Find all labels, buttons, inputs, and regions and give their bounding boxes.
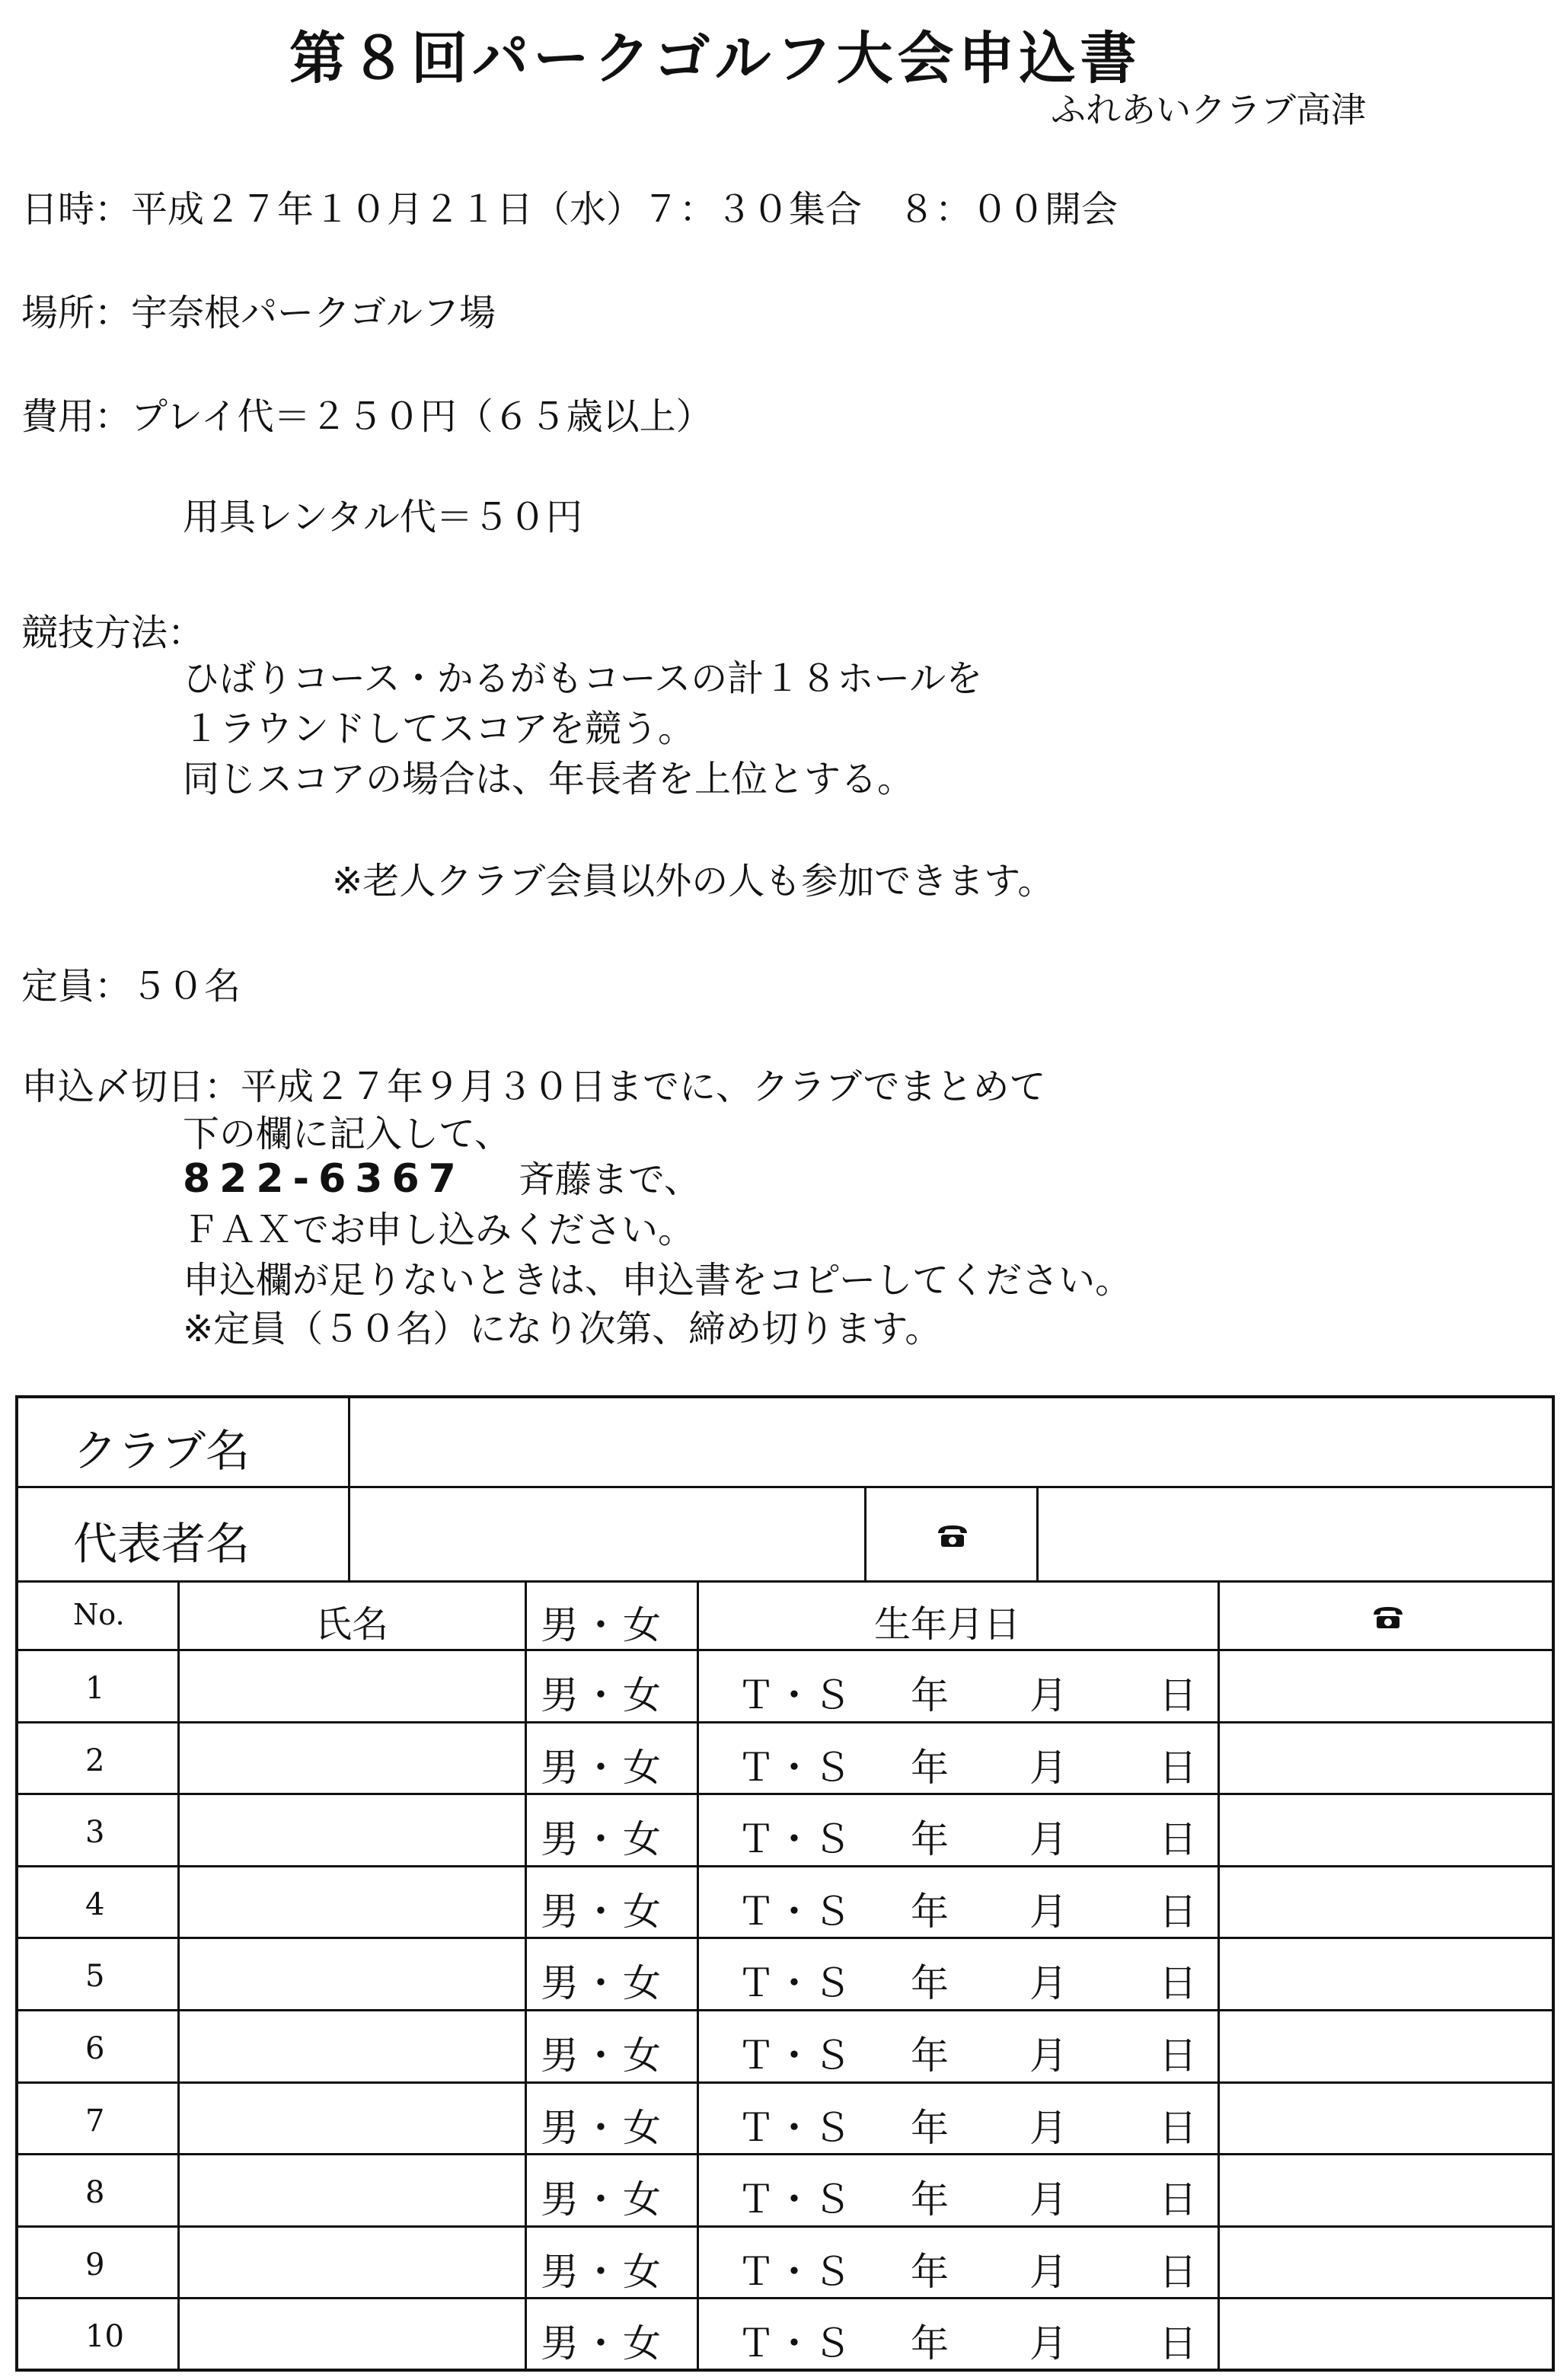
row-name-field[interactable] [180,1867,527,1940]
row-phone-field[interactable] [1220,1724,1555,1796]
row-day-unit: 日 [1159,2321,1197,2366]
fax-recipient: 斉藤まで、 [518,1158,701,1201]
row-month-unit: 月 [1029,2321,1068,2366]
row-phone-field[interactable] [1220,1867,1555,1940]
row-gender-cell[interactable] [527,1867,699,1940]
header-birth: 生年月日 [874,1603,1021,1646]
row-gender-cell[interactable] [527,1939,699,2011]
header-no-cell [18,1583,180,1651]
row-year-unit: 年 [911,1961,949,2006]
page-title: 第８回パークゴルフ大会申込書 [289,26,1141,91]
row-era: Ｔ・Ｓ [737,1817,851,1862]
row-year-unit: 年 [911,2105,949,2150]
row-gender-options: 男・女 [541,2249,664,2294]
header-name-cell [180,1583,527,1651]
header-gender: 男・女 [541,1603,664,1647]
header-name: 氏名 [315,1603,389,1646]
header-no: No. [73,1598,125,1631]
deadline-line-2: ＦＡＸでお申し込みください。 [183,1209,695,1251]
fax-line [183,1150,701,1203]
row-number: 1 [85,1671,105,1706]
row-gender-cell[interactable] [527,2155,699,2228]
rep-label-cell [18,1488,350,1583]
row-no-cell [18,2228,180,2300]
row-no-cell [18,2155,180,2228]
row-month-unit: 月 [1029,2033,1068,2078]
row-month-unit: 月 [1029,2105,1068,2150]
row-era: Ｔ・Ｓ [737,1673,851,1717]
fee-play: 費用：プレイ代＝２５０円（６５歳以上） [21,395,713,438]
rep-name-field[interactable] [350,1488,866,1583]
row-birth-cell[interactable] [699,2155,1220,2228]
row-year-unit: 年 [911,2249,949,2294]
capacity: 定員：５０名 [21,965,241,1008]
method-line-3: 同じスコアの場合は、年長者を上位とする。 [183,758,914,800]
row-no-cell [18,1724,180,1796]
row-year-unit: 年 [911,2177,949,2222]
rep-label: 代表者名 [73,1518,251,1570]
row-phone-field[interactable] [1220,2299,1555,2372]
row-gender-options: 男・女 [541,1745,664,1790]
row-birth-cell[interactable] [699,2228,1220,2300]
row-phone-field[interactable] [1220,1651,1555,1724]
row-birth-cell[interactable] [699,2084,1220,2156]
row-name-field[interactable] [180,1939,527,2011]
row-month-unit: 月 [1029,1889,1068,1934]
row-gender-cell[interactable] [527,1795,699,1867]
row-gender-cell[interactable] [527,2084,699,2156]
row-name-field[interactable] [180,1724,527,1796]
row-birth-cell[interactable] [699,2011,1220,2084]
row-gender-options: 男・女 [541,1817,664,1862]
row-gender-options: 男・女 [541,2033,664,2078]
row-phone-field[interactable] [1220,2084,1555,2156]
rep-phone-label-cell [866,1488,1039,1583]
row-month-unit: 月 [1029,1745,1068,1790]
deadline-line-1: 下の欄に記入して、 [183,1113,512,1155]
row-era: Ｔ・Ｓ [737,1889,851,1934]
row-name-field[interactable] [180,1651,527,1724]
club-label-cell [18,1398,350,1488]
method-line-1: ひばりコース・かるがもコースの計１８ホールを [183,657,983,700]
row-number: 5 [85,1959,105,1995]
row-gender-options: 男・女 [541,2177,664,2222]
row-number: 9 [85,2247,105,2283]
row-no-cell [18,2084,180,2156]
row-birth-cell[interactable] [699,1651,1220,1724]
row-number: 4 [85,1886,105,1922]
row-name-field[interactable] [180,1795,527,1867]
organizer-name: ふれあいクラブ高津 [1051,89,1366,130]
row-name-field[interactable] [180,2155,527,2228]
row-no-cell [18,1795,180,1867]
row-day-unit: 日 [1159,2249,1197,2294]
header-birth-cell [699,1583,1220,1651]
header-gender-cell [527,1583,699,1651]
row-gender-options: 男・女 [541,2321,664,2366]
row-month-unit: 月 [1029,1817,1068,1862]
header-phone-cell [1220,1583,1555,1651]
row-day-unit: 日 [1159,1961,1197,2006]
row-gender-options: 男・女 [541,2105,664,2150]
row-day-unit: 日 [1159,2033,1197,2078]
row-month-unit: 月 [1029,1673,1068,1717]
row-name-field[interactable] [180,2228,527,2300]
row-name-field[interactable] [180,2299,527,2372]
telephone-icon [935,1522,970,1548]
row-no-cell [18,2011,180,2084]
row-year-unit: 年 [911,2033,949,2078]
club-label: クラブ名 [73,1425,251,1477]
row-era: Ｔ・Ｓ [737,2105,851,2150]
row-number: 2 [85,1743,105,1778]
row-month-unit: 月 [1029,1961,1068,2006]
row-era: Ｔ・Ｓ [737,2033,851,2078]
row-era: Ｔ・Ｓ [737,2321,851,2366]
row-day-unit: 日 [1159,1817,1197,1862]
members-note: ※老人クラブ会員以外の人も参加できます。 [332,860,1055,902]
row-name-field[interactable] [180,2084,527,2156]
event-place: 場所：宇奈根パークゴルフ場 [21,292,496,334]
row-number: 8 [85,2175,105,2211]
row-birth-cell[interactable] [699,1867,1220,1940]
row-no-cell [18,1939,180,2011]
row-day-unit: 日 [1159,1745,1197,1790]
club-name-field[interactable] [350,1398,1555,1488]
row-era: Ｔ・Ｓ [737,1961,851,2006]
row-day-unit: 日 [1159,2177,1197,2222]
row-number: 10 [85,2319,124,2355]
fee-rental: 用具レンタル代＝５０円 [183,496,582,538]
row-gender-cell[interactable] [527,1651,699,1724]
row-number: 6 [85,2031,105,2066]
row-era: Ｔ・Ｓ [737,1745,851,1790]
event-datetime: 日時：平成２７年１０月２１日（水）７：３０集合 ８：００開会 [21,188,1119,231]
row-birth-cell[interactable] [699,1724,1220,1796]
row-phone-field[interactable] [1220,1795,1555,1867]
row-gender-options: 男・女 [541,1673,664,1717]
row-birth-cell[interactable] [699,2299,1220,2372]
row-era: Ｔ・Ｓ [737,2249,851,2294]
row-year-unit: 年 [911,2321,949,2366]
row-number: 7 [85,2103,105,2139]
row-year-unit: 年 [911,1673,949,1717]
row-day-unit: 日 [1159,2105,1197,2150]
rep-phone-field[interactable] [1039,1488,1555,1583]
row-year-unit: 年 [911,1745,949,1790]
row-phone-field[interactable] [1220,2011,1555,2084]
row-gender-cell[interactable] [527,2228,699,2300]
row-year-unit: 年 [911,1889,949,1934]
row-year-unit: 年 [911,1817,949,1862]
telephone-icon [1371,1604,1406,1630]
row-gender-options: 男・女 [541,1889,664,1934]
row-phone-field[interactable] [1220,2155,1555,2228]
row-number: 3 [85,1815,105,1851]
application-form [15,1395,1555,2372]
deadline-line-4: ※定員（５０名）になり次第、締め切ります。 [183,1308,942,1350]
row-no-cell [18,1867,180,1940]
row-month-unit: 月 [1029,2249,1068,2294]
row-gender-cell[interactable] [527,2299,699,2372]
row-month-unit: 月 [1029,2177,1068,2222]
row-birth-cell[interactable] [699,1939,1220,2011]
method-label: 競技方法： [21,612,205,654]
row-birth-cell[interactable] [699,1795,1220,1867]
deadline-line-3: 申込欄が足りないときは、申込書をコピーしてください。 [183,1259,1132,1302]
row-phone-field[interactable] [1220,1939,1555,2011]
fax-number: 822-6367 [183,1156,465,1202]
row-no-cell [18,1651,180,1724]
row-day-unit: 日 [1159,1889,1197,1934]
row-phone-field[interactable] [1220,2228,1555,2300]
row-gender-cell[interactable] [527,1724,699,1796]
row-gender-options: 男・女 [541,1961,664,2006]
deadline: 申込〆切日：平成２７年９月３０日までに、クラブでまとめて [21,1065,1046,1108]
row-day-unit: 日 [1159,1673,1197,1717]
row-gender-cell[interactable] [527,2011,699,2084]
row-name-field[interactable] [180,2011,527,2084]
method-line-2: １ラウンドしてスコアを競う。 [183,708,695,750]
row-era: Ｔ・Ｓ [737,2177,851,2222]
row-no-cell [18,2299,180,2372]
